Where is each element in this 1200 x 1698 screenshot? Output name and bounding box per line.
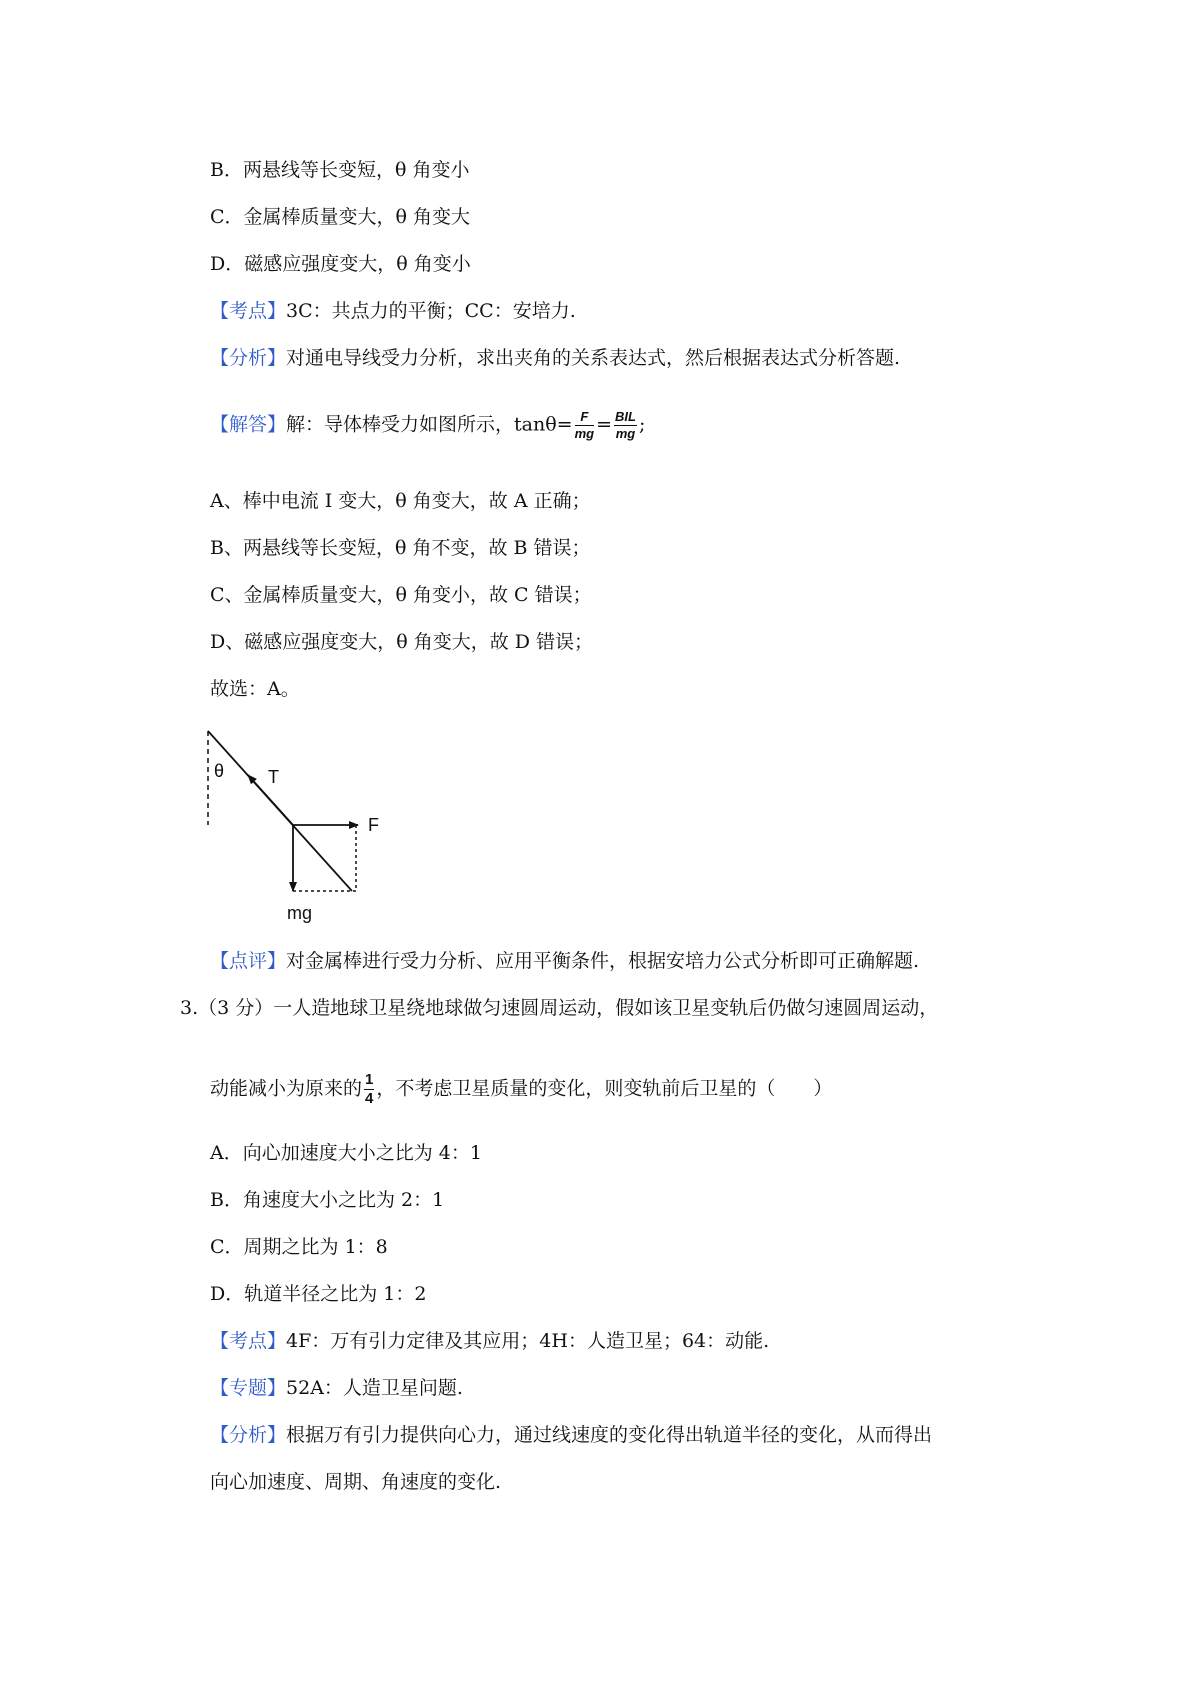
option-c: C．金属棒质量变大，θ 角变大: [210, 206, 471, 228]
choose-line: 故选：A。: [210, 678, 300, 700]
fenxi-text: 对通电导线受力分析，求出夹角的关系表达式，然后根据表达式分析答题.: [286, 347, 901, 369]
fraction-bil-over-mg: $\frac{\text{BIL}}{mg}$: [615, 409, 636, 441]
jieda-text: 解：导体棒受力如图所示，tanθ=: [286, 413, 573, 436]
option-d: D．磁感应强度变大，θ 角变小: [210, 253, 471, 275]
kaodian-text: 3C：共点力的平衡；CC：安培力.: [286, 300, 576, 322]
dianping-tag: 【点评】: [210, 950, 287, 972]
question-3: 3.（3 分）一人造地球卫星绕地球做匀速圆周运动，假如该卫星变轨后仍做匀速圆周运动，: [180, 997, 939, 1019]
zhuanti: [210, 1376, 463, 1400]
answer-b: B、两悬线等长变短，θ 角不变，故 B 错误；: [210, 537, 591, 559]
jieda-line: [210, 410, 645, 441]
fenxi-tag: 【分析】: [210, 1424, 287, 1446]
answer-d: D、磁感应强度变大，θ 角变大，故 D 错误；: [210, 631, 594, 653]
q3-option-c: C．周期之比为 1：8: [210, 1236, 388, 1258]
fenxi-1: [210, 346, 900, 370]
zhuanti-tag: 【专题】: [210, 1377, 287, 1399]
dianping-text: 对金属棒进行受力分析、应用平衡条件，根据安培力公式分析即可正确解题.: [286, 950, 920, 972]
fenxi-text: 根据万有引力提供向心力，通过线速度的变化得出轨道半径的变化，从而得出: [286, 1424, 933, 1446]
semicolon: ;: [638, 413, 646, 436]
kaodian-text: 4F：万有引力定律及其应用；4H：人造卫星；64：动能.: [286, 1330, 770, 1352]
mg-label: mg: [287, 903, 313, 923]
answer-c: C、金属棒质量变大，θ 角变小，故 C 错误；: [210, 584, 592, 606]
tension-label: T: [268, 767, 279, 787]
answer-a: A、棒中电流 I 变大，θ 角变大，故 A 正确；: [210, 490, 591, 512]
fenxi-tag: 【分析】: [210, 347, 287, 369]
kaodian-tag: 【考点】: [210, 300, 287, 322]
equals-sign: =: [596, 413, 612, 436]
q3-option-a: A．向心加速度大小之比为 4：1: [210, 1142, 482, 1164]
kaodian-1: [210, 299, 576, 323]
force-f-label: F: [368, 815, 379, 835]
q3-option-d: D．轨道半径之比为 1：2: [210, 1283, 427, 1305]
force-diagram: [200, 725, 400, 925]
option-b: B．两悬线等长变短，θ 角变小: [210, 159, 470, 181]
question-3-line-2: 动能减小为原来的 $\frac{1}{4}$ ，不考虑卫星质量的变化，则变轨前后卫星的（ ）: [210, 1071, 833, 1107]
fenxi-2-cont: 向心加速度、周期、角速度的变化.: [210, 1471, 502, 1493]
kaodian-tag: 【考点】: [210, 1330, 287, 1352]
kaodian-2: [210, 1329, 769, 1353]
fraction-f-over-mg: $\frac{F}{mg}$: [574, 409, 595, 441]
fenxi-2: [210, 1423, 932, 1447]
zhuanti-text: 52A：人造卫星问题.: [286, 1377, 463, 1399]
jieda-tag: 【解答】: [210, 413, 287, 436]
dianping: [210, 949, 919, 973]
fraction-one-quarter: $\frac{1}{4}$: [365, 1071, 374, 1107]
q3-option-b: B．角速度大小之比为 2：1: [210, 1189, 445, 1211]
theta-label: θ: [214, 761, 225, 781]
